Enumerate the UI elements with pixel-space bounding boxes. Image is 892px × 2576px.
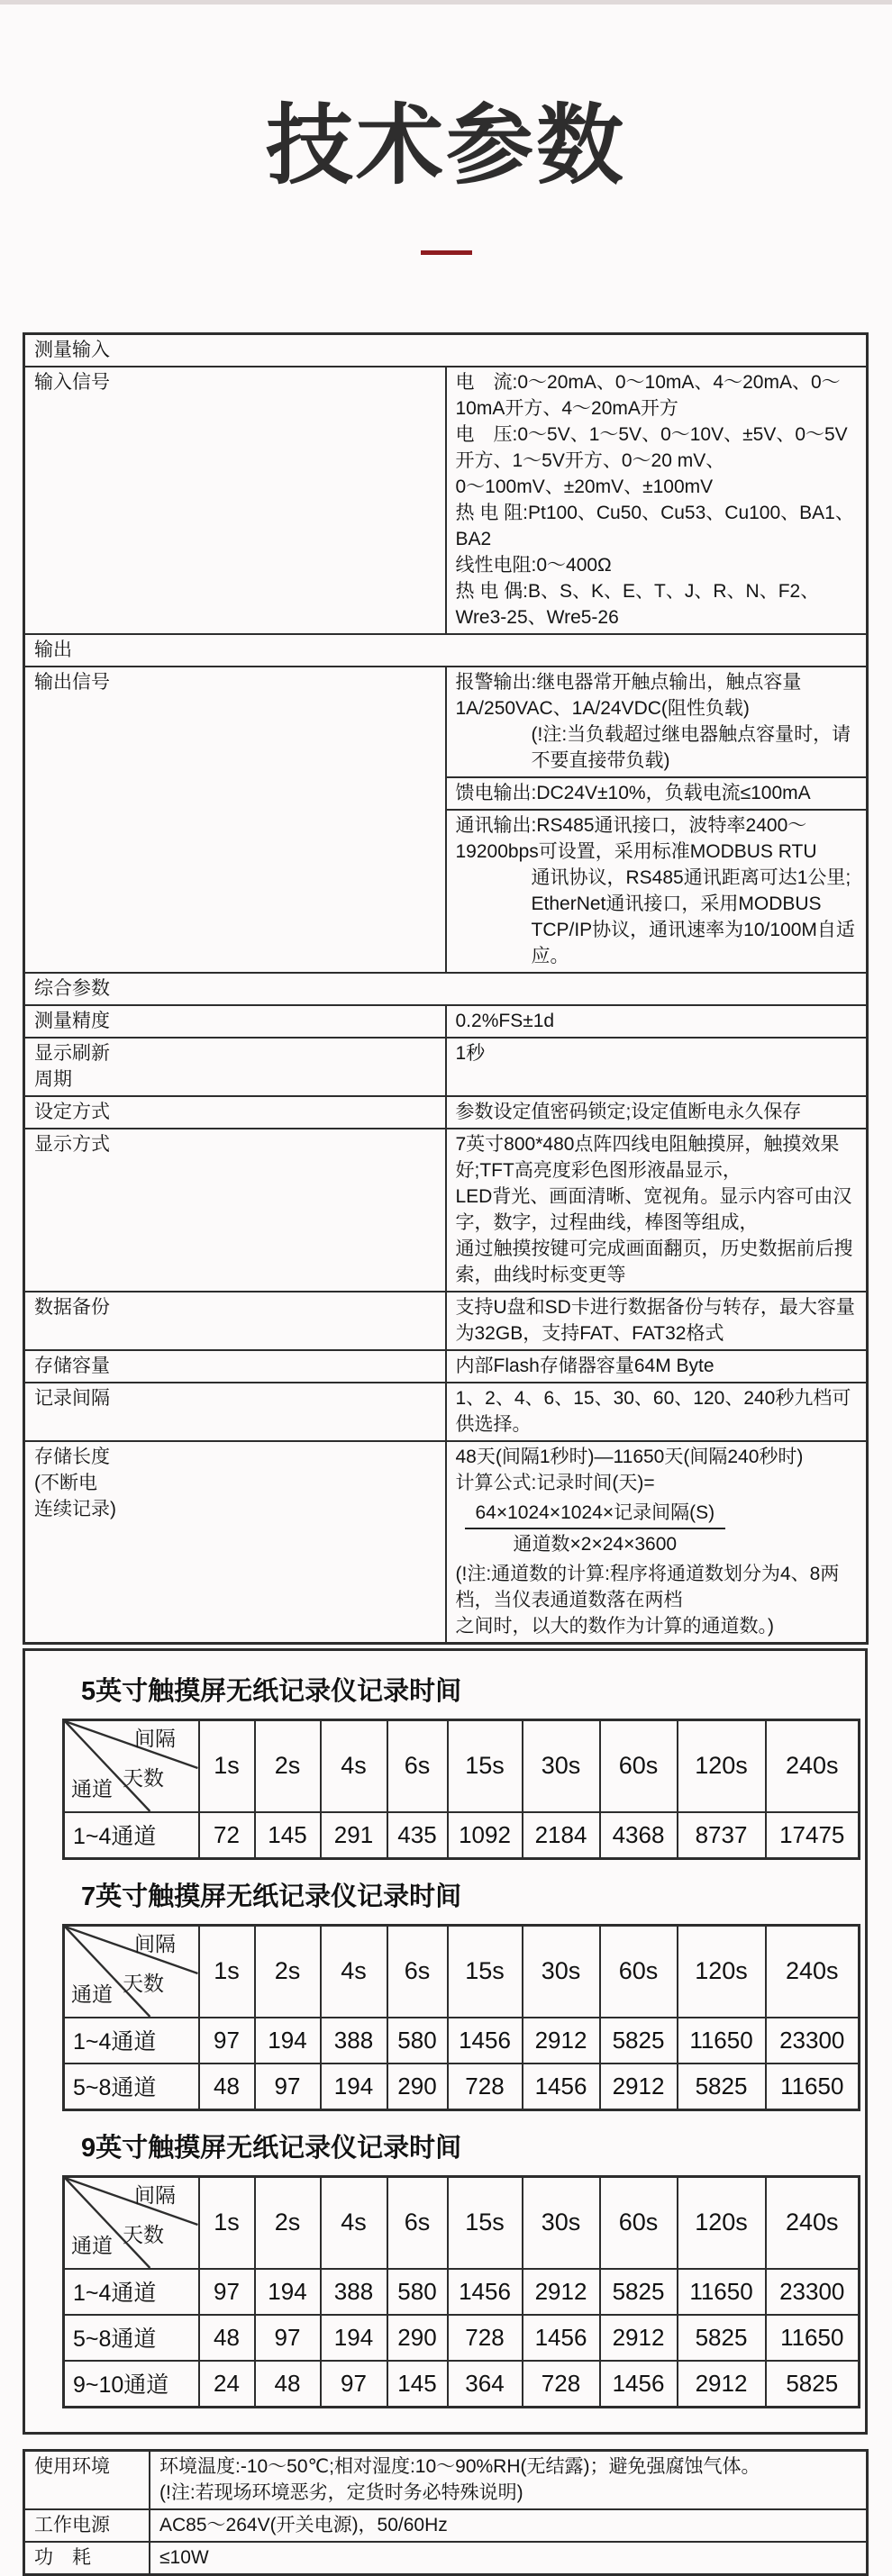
channel-cell: 5~8通道: [64, 2315, 199, 2361]
interval-header-cell: 240s: [766, 1719, 860, 1812]
record-table-row: [64, 2315, 860, 2361]
content-line: 内部Flash存储器容量64M Byte: [455, 1355, 715, 1376]
record-table-row: [64, 2269, 860, 2315]
value-cell: 5825: [678, 2064, 766, 2110]
corner-label-interval: 间隔: [134, 1931, 176, 1955]
value-cell: 23300: [766, 2018, 860, 2064]
value-cell: 4368: [600, 1812, 678, 1859]
interval-header-cell: 240s: [766, 2176, 860, 2269]
interval-header-cell: 1s: [199, 1925, 255, 2018]
record-table-row: [64, 2361, 860, 2408]
label-line: 测量精度: [34, 1010, 110, 1031]
env-row: [24, 2542, 868, 2575]
environment-table: [23, 2449, 869, 2576]
spec-row-label: [24, 1441, 446, 1644]
interval-header-cell: 2s: [255, 2176, 321, 2269]
record-table-2: [62, 1924, 860, 2111]
label-line: 功 耗: [34, 2546, 91, 2568]
label-line: 设定方式: [34, 1101, 110, 1122]
value-cell: 1456: [448, 2269, 523, 2315]
interval-header-cell: 60s: [600, 1925, 678, 2018]
content-line: ≤10W: [159, 2546, 209, 2568]
spec-row-label: [24, 1292, 446, 1350]
content-line: 热 电 阻:Pt100、Cu50、Cu53、Cu100、BA1、BA2: [455, 502, 854, 549]
spec-row: [24, 1005, 868, 1038]
value-cell: 194: [255, 2018, 321, 2064]
value-cell: 1456: [448, 2018, 523, 2064]
content-line: 1、2、4、6、15、30、60、120、240秒九档可供选择。: [455, 1387, 851, 1435]
record-table-caption-1: 5英寸触摸屏无纸记录仪记录时间: [81, 1676, 462, 1706]
env-row-content: [150, 2542, 868, 2575]
spec-row: [24, 1038, 868, 1096]
value-cell: 17475: [766, 1812, 860, 1859]
value-cell: 194: [321, 2064, 387, 2110]
spec-row-label: [24, 1129, 446, 1292]
spec-formula-row: [24, 1441, 868, 1644]
spec-row-content: [446, 1129, 868, 1292]
formula-prefix: 计算公式:记录时间(天)=: [455, 1472, 655, 1493]
value-cell: 11650: [678, 2269, 766, 2315]
value-cell: 388: [321, 2269, 387, 2315]
content-line: (!注:当负载超过继电器触点容量时，请不要直接带负载): [531, 723, 851, 771]
label-line: 显示方式: [34, 1133, 110, 1155]
record-table-header-row: [64, 1925, 860, 2018]
spec-row-label: [24, 1383, 446, 1441]
value-cell: 48: [199, 2064, 255, 2110]
interval-header-cell: 15s: [448, 1719, 523, 1812]
content-line: 支持U盘和SD卡进行数据备份与转存，最大容量为32GB，支持FAT、FAT32格式: [455, 1296, 855, 1344]
env-row-label: [24, 2509, 150, 2542]
label-line: 工作电源: [34, 2514, 110, 2535]
value-cell: 290: [387, 2064, 448, 2110]
content-line: 1秒: [455, 1042, 486, 1064]
content-line: LED背光、画面清晰、宽视角。显示内容可由汉字，数字，过程曲线，棒图等组成，: [455, 1185, 852, 1233]
value-cell: 97: [321, 2361, 387, 2408]
value-cell: 145: [387, 2361, 448, 2408]
content-line: 7英寸800*480点阵四线电阻触摸屏，触摸效果好;TFT高亮度彩色图形液晶显示，: [455, 1133, 840, 1181]
interval-header-cell: 6s: [387, 2176, 448, 2269]
content-line: 通讯协议，RS485通讯距离可达1公里;: [531, 866, 851, 888]
value-cell: 97: [255, 2064, 321, 2110]
label-line: 输入信号: [34, 371, 110, 393]
value-cell: 728: [448, 2315, 523, 2361]
env-row-label: [24, 2450, 150, 2509]
spec-subrow: [24, 667, 868, 777]
label-line: 记录间隔: [34, 1387, 110, 1409]
page-title: 技术参数: [266, 96, 626, 195]
channel-cell: 5~8通道: [64, 2064, 199, 2110]
interval-header-cell: 120s: [678, 1925, 766, 2018]
spec-formula-content: [446, 1441, 868, 1644]
value-cell: 2912: [678, 2361, 766, 2408]
formula-note-line: (!注:通道数的计算:程序将通道数划分为4、8两档，当仪表通道数落在两档: [455, 1563, 840, 1610]
interval-header-cell: 2s: [255, 1719, 321, 1812]
value-cell: 728: [448, 2064, 523, 2110]
spec-section-row: [24, 333, 868, 367]
content-line: 通过触摸按键可完成画面翻页，历史数据前后搜索，曲线时标变更等: [455, 1238, 853, 1285]
label-line: 数据备份: [34, 1296, 110, 1318]
content-line: 参数设定值密码锁定;设定值断电永久保存: [455, 1101, 802, 1122]
interval-header-cell: 4s: [321, 2176, 387, 2269]
corner-label-days: 天数: [123, 1765, 164, 1790]
value-cell: 1456: [523, 2064, 600, 2110]
label-line: (不断电: [34, 1472, 97, 1493]
content-line: 0.2%FS±1d: [455, 1010, 555, 1031]
spec-row-label: [24, 667, 446, 973]
spec-row-content: [446, 1292, 868, 1350]
top-edge-strip: [0, 0, 892, 5]
spec-row-content: [446, 1096, 868, 1129]
value-cell: 97: [255, 2315, 321, 2361]
label-line: 存储长度: [34, 1446, 110, 1467]
env-row: [24, 2509, 868, 2542]
value-cell: 11650: [678, 2018, 766, 2064]
interval-header-cell: 1s: [199, 1719, 255, 1812]
spec-subrow-content: [446, 810, 868, 973]
content-line: AC85～264V(开关电源)，50/60Hz: [159, 2514, 448, 2535]
record-table-caption-2: 7英寸触摸屏无纸记录仪记录时间: [81, 1882, 462, 1911]
spec-section-row: [24, 973, 868, 1005]
spec-row-label: [24, 1005, 446, 1038]
value-cell: 8737: [678, 1812, 766, 1859]
interval-header-cell: 60s: [600, 2176, 678, 2269]
record-table-1: [62, 1719, 860, 1860]
value-cell: 1456: [600, 2361, 678, 2408]
fraction: [465, 1500, 726, 1557]
spec-subrow-content: [446, 667, 868, 777]
interval-header-cell: 30s: [523, 1925, 600, 2018]
interval-header-cell: 15s: [448, 2176, 523, 2269]
content-line: (!注:若现场环境恶劣，定货时务必特殊说明): [159, 2481, 523, 2503]
spec-row: [24, 1292, 868, 1350]
value-cell: 2912: [600, 2315, 678, 2361]
content-line: 通讯输出:RS485通讯接口，波特率2400～19200bps可设置，采用标准MODBUS RTU: [455, 814, 817, 862]
spec-row-content: [446, 1038, 868, 1096]
spec-row-label: [24, 367, 446, 634]
value-cell: 388: [321, 2018, 387, 2064]
label-line: 连续记录): [34, 1498, 116, 1519]
value-cell: 5825: [678, 2315, 766, 2361]
red-divider: [421, 250, 472, 255]
content-line: 热 电 偶:B、S、K、E、T、J、R、N、F2、Wre3-25、Wre5-26: [455, 580, 820, 628]
corner-cell: [64, 1925, 199, 2018]
fraction-denominator: 通道数×2×24×3600: [513, 1533, 678, 1555]
content-line: 环境温度:-10～50℃;相对湿度:10～90%RH(无结露)；避免强腐蚀气体。: [159, 2455, 760, 2477]
value-cell: 2912: [523, 2018, 600, 2064]
record-table-row: [64, 1812, 860, 1859]
interval-header-cell: 30s: [523, 1719, 600, 1812]
spec-row: [24, 1383, 868, 1441]
corner-label-days: 天数: [123, 2222, 164, 2246]
content-line: EtherNet通讯接口，采用MODBUS TCP/IP协议，通讯速率为10/100M自适应。: [531, 893, 855, 966]
interval-header-cell: 240s: [766, 1925, 860, 2018]
value-cell: 24: [199, 2361, 255, 2408]
record-table-caption-3: 9英寸触摸屏无纸记录仪记录时间: [81, 2133, 462, 2163]
value-cell: 48: [199, 2315, 255, 2361]
interval-header-cell: 120s: [678, 1719, 766, 1812]
corner-label-days: 天数: [123, 1971, 164, 1995]
record-table-3: [62, 2175, 860, 2408]
channel-cell: 9~10通道: [64, 2361, 199, 2408]
interval-header-cell: 30s: [523, 2176, 600, 2269]
spec-section-label: 测量输入: [24, 333, 868, 367]
value-cell: 48: [255, 2361, 321, 2408]
content-line: 线性电阻:0～400Ω: [455, 554, 612, 576]
value-cell: 1456: [523, 2315, 600, 2361]
interval-header-cell: 15s: [448, 1925, 523, 2018]
record-table-header-row: [64, 1719, 860, 1812]
spec-row-content: [446, 1005, 868, 1038]
value-cell: 11650: [766, 2315, 860, 2361]
content-line: 报警输出:继电器常开触点输出，触点容量1A/250VAC、1A/24VDC(阻性负载): [455, 671, 802, 719]
corner-label-channel: 通道: [71, 1982, 113, 2006]
storage-range-line: 48天(间隔1秒时)—11650天(间隔240秒时): [455, 1446, 804, 1467]
spec-section-row: [24, 634, 868, 667]
corner-label-interval: 间隔: [134, 2182, 176, 2207]
value-cell: 580: [387, 2269, 448, 2315]
interval-header-cell: 2s: [255, 1925, 321, 2018]
label-line: 使用环境: [34, 2455, 110, 2477]
interval-header-cell: 6s: [387, 1925, 448, 2018]
corner-label-channel: 通道: [71, 1776, 113, 1800]
record-table-header-row: [64, 2176, 860, 2269]
spec-row: [24, 1096, 868, 1129]
spec-row-content: [446, 1383, 868, 1441]
fraction-numerator: 64×1024×1024×记录间隔(S): [465, 1500, 726, 1529]
spec-row: [24, 367, 868, 634]
label-line: 周期: [34, 1068, 72, 1090]
channel-cell: 1~4通道: [64, 2018, 199, 2064]
interval-header-cell: 6s: [387, 1719, 448, 1812]
spec-subrow-content: [446, 777, 868, 810]
spec-row-label: [24, 1038, 446, 1096]
label-line: 显示刷新: [34, 1042, 110, 1064]
corner-label-channel: 通道: [71, 2233, 113, 2257]
value-cell: 2184: [523, 1812, 600, 1859]
record-time-tables-box: [23, 1648, 868, 2435]
label-line: 存储容量: [34, 1355, 110, 1376]
value-cell: 728: [523, 2361, 600, 2408]
channel-cell: 1~4通道: [64, 1812, 199, 1859]
spec-section-label: 输出: [24, 634, 868, 667]
value-cell: 5825: [600, 2018, 678, 2064]
interval-header-cell: 4s: [321, 1925, 387, 2018]
env-row: [24, 2450, 868, 2509]
value-cell: 23300: [766, 2269, 860, 2315]
value-cell: 194: [255, 2269, 321, 2315]
value-cell: 2912: [523, 2269, 600, 2315]
value-cell: 364: [448, 2361, 523, 2408]
value-cell: 145: [255, 1812, 321, 1859]
spec-row-label: [24, 1096, 446, 1129]
env-row-content: [150, 2450, 868, 2509]
corner-cell: [64, 2176, 199, 2269]
value-cell: 5825: [766, 2361, 860, 2408]
value-cell: 72: [199, 1812, 255, 1859]
spec-table: [23, 332, 869, 1645]
spec-section-label: 综合参数: [24, 973, 868, 1005]
interval-header-cell: 60s: [600, 1719, 678, 1812]
value-cell: 580: [387, 2018, 448, 2064]
env-row-label: [24, 2542, 150, 2575]
label-line: 输出信号: [34, 671, 110, 693]
content-line: 电 压:0～5V、1～5V、0～10V、±5V、0～5V开方、1～5V开方、0～20 mV、: [455, 423, 848, 471]
spec-row: [24, 1129, 868, 1292]
value-cell: 97: [199, 2018, 255, 2064]
record-table-row: [64, 2064, 860, 2110]
spec-row-label: [24, 1350, 446, 1383]
value-cell: 194: [321, 2315, 387, 2361]
value-cell: 291: [321, 1812, 387, 1859]
env-row-content: [150, 2509, 868, 2542]
value-cell: 2912: [600, 2064, 678, 2110]
content-line: 馈电输出:DC24V±10%，负载电流≤100mA: [455, 782, 811, 803]
value-cell: 5825: [600, 2269, 678, 2315]
interval-header-cell: 1s: [199, 2176, 255, 2269]
record-table-row: [64, 2018, 860, 2064]
content-line: 电 流:0～20mA、0～10mA、4～20mA、0～10mA开方、4～20mA开方: [455, 371, 841, 419]
formula-note-line: 之间时，以大的数作为计算的通道数。): [455, 1615, 774, 1637]
interval-header-cell: 120s: [678, 2176, 766, 2269]
channel-cell: 1~4通道: [64, 2269, 199, 2315]
formula-line: [456, 1470, 860, 1561]
interval-header-cell: 4s: [321, 1719, 387, 1812]
spec-row-content: [446, 1350, 868, 1383]
value-cell: 290: [387, 2315, 448, 2361]
content-line: 0～100mV、±20mV、±100mV: [455, 476, 714, 497]
spec-row: [24, 1350, 868, 1383]
value-cell: 97: [199, 2269, 255, 2315]
corner-cell: [64, 1719, 199, 1812]
spec-row-content: [446, 367, 868, 634]
value-cell: 1092: [448, 1812, 523, 1859]
value-cell: 11650: [766, 2064, 860, 2110]
value-cell: 435: [387, 1812, 448, 1859]
corner-label-interval: 间隔: [134, 1726, 176, 1750]
